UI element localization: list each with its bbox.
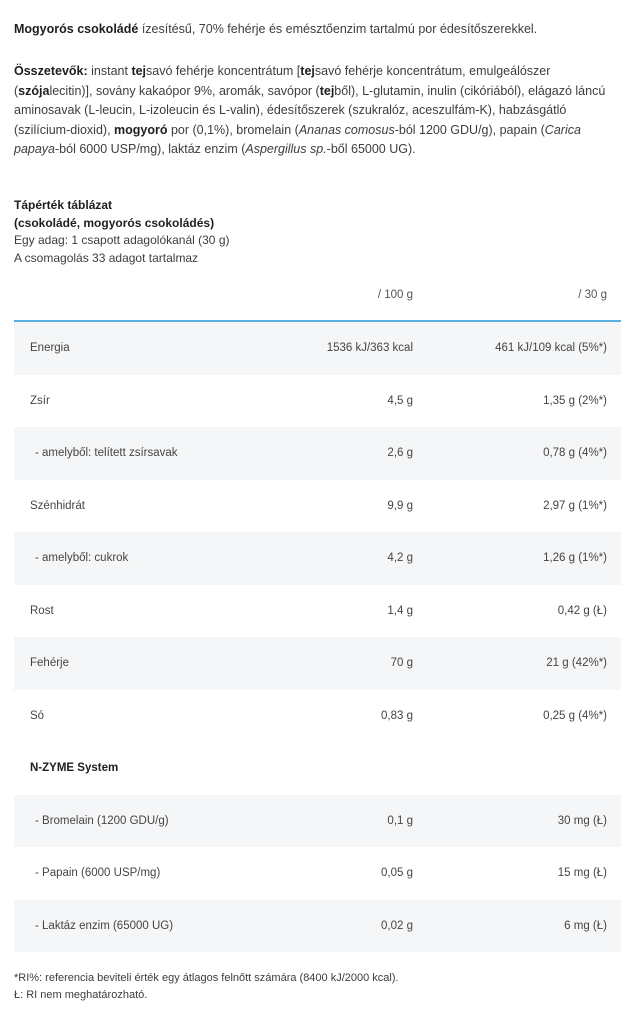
value-per-100g: 4,2 g [387,552,413,564]
value-per-serving: 1,35 g (2%*) [543,394,607,407]
footnote-ri: *RI%: referencia beviteli érték egy átlagos felnőtt számára (8400 kJ/2000 kcal). [14,972,399,984]
value-per-serving: 0,25 g (4%*) [543,709,607,722]
product-intro [14,20,624,39]
product-flavor: Mogyorós csokoládé [14,22,139,36]
nutrient-label: Zsír [30,394,50,407]
ingredients-part: ből), L-glutamin, inulin (cikóriából), elágazó láncú aminosavak (L-leucin, L-izoleucin és L-valin), édesítőszerek (szukralóz, aceszulfám-K), habzásgátló (szilícium-dioxid), [14,83,606,137]
table-row [14,322,621,375]
nutrient-label: Fehérje [30,657,69,669]
value-per-100g: 9,9 g [387,499,413,512]
table-row [14,637,621,690]
ingredients-label: Összetevők: [14,64,88,78]
nutrition-table [14,270,621,952]
value-per-100g: 0,05 g [381,867,413,879]
footnote-ri-undetermined: Ł: RI nem meghatározható. [14,989,148,1001]
allergen-highlight: tej [300,64,315,78]
value-per-serving: 1,26 g (1%*) [543,552,607,564]
table-row [14,480,621,533]
nutrient-label: Energia [30,342,70,354]
enzyme-label: - Laktáz enzim (65000 UG) [35,919,174,932]
table-row [14,900,621,953]
value-per-serving: 6 mg (Ł) [564,919,607,932]
footnotes [14,970,614,1004]
allergen-highlight: szója [18,83,50,98]
table-row [14,847,621,900]
value-per-100g: 70 g [390,657,413,669]
ingredients-part: -ból 6000 USP/mg), laktáz enzim ( [55,142,246,156]
ingredients-part: -ből 65000 UG). [326,142,416,156]
table-row [14,375,621,428]
allergen-highlight: mogyoró [114,122,168,137]
nutrient-label: - amelyből: cukrok [35,552,129,564]
product-description: ízesítésű, 70% fehérje és emésztőenzim tartalmú por édesítőszerekkel. [138,22,538,36]
species-name: Ananas comosus [298,122,395,137]
value-per-serving: 0,42 g (Ł) [557,604,607,617]
value-per-100g: 2,6 g [387,447,413,459]
table-row [14,585,621,638]
ingredients-part: por (0,1%), bromelain ( [167,122,299,137]
ingredients-part: -ból 1200 GDU/g), papain ( [394,122,545,137]
nutrient-label: Rost [30,604,54,617]
table-header [14,270,621,322]
serving-size: Egy adag: 1 csapott adagolókanál (30 g) [14,233,230,248]
column-header-per-100g: / 100 g [377,289,413,301]
value-per-100g: 0,1 g [387,814,413,827]
ingredients-part: savó fehérje koncentrátum [ [146,64,301,78]
allergen-highlight: tej [131,64,147,78]
servings-per-pack: A csomagolás 33 adagot tartalmaz [14,250,199,265]
ingredients-part: lecitin)], sovány kakaópor 9%, aromák, savópor ( [49,83,320,98]
table-row [14,690,621,743]
table-row [14,427,621,480]
ingredients-text [14,62,624,160]
nutrition-title: Tápérték táblázat [14,198,113,212]
allergen-highlight: tej [319,83,335,98]
ingredients-part: instant [87,64,132,78]
nutrient-label: Só [30,709,45,722]
column-header-per-serving: / 30 g [578,289,607,301]
value-per-100g: 1536 kJ/363 kcal [326,342,413,354]
nutrient-label: Szénhidrát [30,499,85,512]
enzyme-section-header [14,742,621,795]
value-per-serving: 15 mg (Ł) [557,867,607,879]
species-name: Aspergillus sp. [245,142,327,156]
ingredients-part: savó fehérje koncentrátum, emulgeálószer ( [14,64,551,98]
enzyme-label: - Bromelain (1200 GDU/g) [35,814,169,827]
value-per-100g: 0,83 g [381,709,413,722]
enzyme-section-title: N-ZYME System [30,762,119,774]
value-per-100g: 0,02 g [381,919,413,932]
enzyme-label: - Papain (6000 USP/mg) [35,867,161,879]
value-per-serving: 461 kJ/109 kcal (5%*) [495,342,607,354]
nutrition-heading [14,197,414,267]
value-per-serving: 0,78 g (4%*) [543,447,607,459]
table-row [14,795,621,848]
table-row [14,532,621,585]
value-per-serving: 21 g (42%*) [546,657,607,669]
value-per-100g: 1,4 g [387,604,413,617]
value-per-serving: 2,97 g (1%*) [543,499,607,512]
nutrient-label: - amelyből: telített zsírsavak [35,447,178,459]
value-per-100g: 4,5 g [387,394,413,407]
nutrition-subtitle: (csokoládé, mogyorós csokoládés) [14,215,215,230]
value-per-serving: 30 mg (Ł) [557,814,607,827]
species-name: Carica papaya [14,122,581,156]
